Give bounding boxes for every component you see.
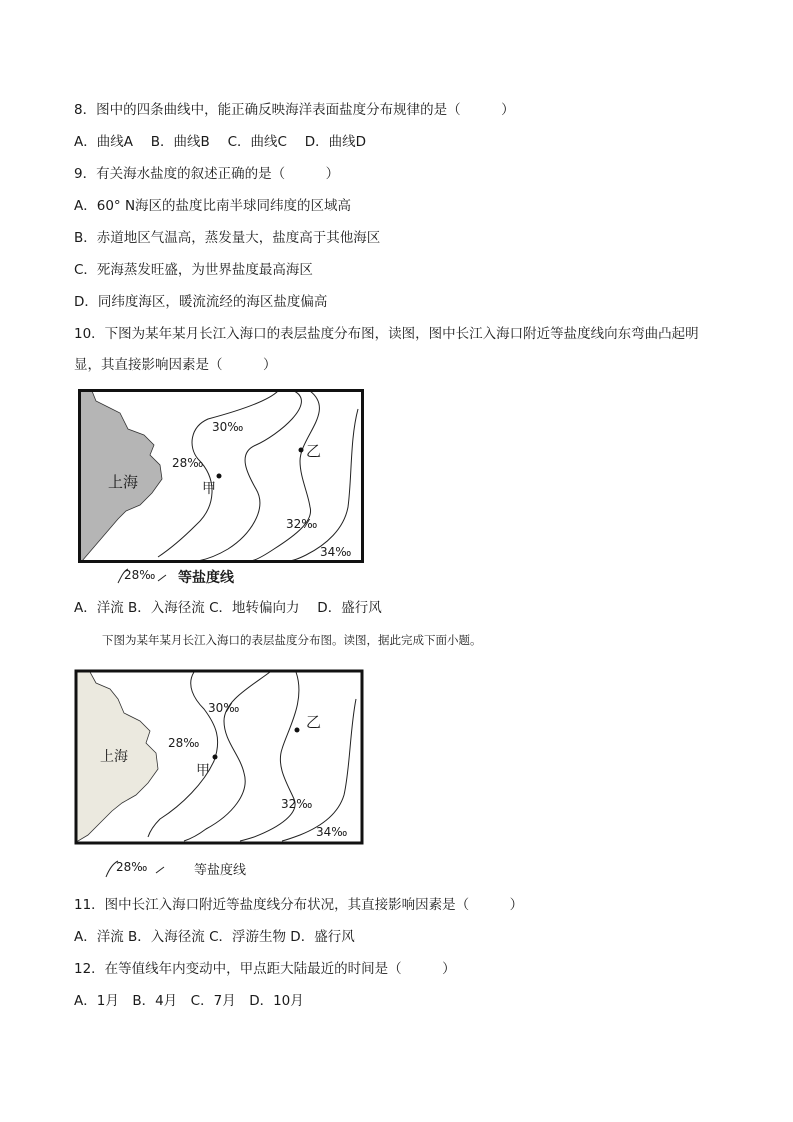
salinity-map-2	[74, 669, 366, 883]
q9-option-c: C．死海蒸发旺盛，为世界盐度最高海区	[74, 262, 313, 278]
salinity-map-1	[78, 389, 368, 585]
legend-label: 等盐度线	[194, 863, 247, 878]
legend-stroke	[158, 575, 166, 581]
isoline-32	[240, 672, 299, 841]
point-yi	[299, 448, 304, 453]
label-yi: 乙	[306, 713, 322, 731]
label-32: 32‰	[281, 797, 313, 811]
label-32: 32‰	[286, 517, 318, 531]
label-30: 30‰	[212, 420, 244, 434]
q8-stem: 8．图中的四条曲线中，能正确反映海洋表面盐度分布规律的是（ ）	[74, 102, 515, 118]
isoline-30	[184, 672, 270, 841]
label-28: 28‰	[172, 456, 204, 470]
label-jia: 甲	[202, 481, 216, 497]
q12-stem: 12．在等值线年内变动中，甲点距大陆最近的时间是（ ）	[74, 961, 456, 977]
q10-options: A．洋流 B．入海径流 C．地转偏向力 D．盛行风	[74, 600, 382, 616]
q9-option-d: D．同纬度海区，暖流流经的海区盐度偏高	[74, 294, 328, 310]
label-34: 34‰	[316, 825, 348, 839]
isoline-32	[250, 391, 322, 561]
label-34: 34‰	[320, 545, 352, 559]
q9-stem: 9．有关海水盐度的叙述正确的是（ ）	[74, 166, 340, 182]
q11-stem: 11．图中长江入海口附近等盐度线分布状况，其直接影响因素是（ ）	[74, 897, 524, 913]
isoline-28	[148, 672, 218, 837]
q9-option-a: A．60° N海区的盐度比南半球同纬度的区域高	[74, 198, 352, 214]
label-28: 28‰	[168, 736, 200, 750]
label-jia: 甲	[196, 763, 210, 779]
group-intro: 下图为某年某月长江入海口的表层盐度分布图。读图，据此完成下面小题。	[102, 633, 482, 647]
legend-stroke	[156, 867, 164, 873]
legend-label: 等盐度线	[178, 570, 234, 585]
label-30: 30‰	[208, 701, 240, 715]
q11-options: A．洋流 B．入海径流 C．浮游生物 D．盛行风	[74, 929, 355, 945]
legend-value: 28‰	[116, 860, 148, 874]
isoline-30	[198, 391, 301, 561]
q10-stem-line2: 显，其直接影响因素是（ ）	[74, 357, 277, 373]
q10-stem-line1: 10．下图为某年某月长江入海口的表层盐度分布图，读图，图中长江入海口附近等盐度线向东弯曲凸起明	[74, 326, 699, 342]
q9-option-b: B．赤道地区气温高，蒸发量大，盐度高于其他海区	[74, 230, 381, 246]
label-shanghai: 上海	[100, 749, 128, 765]
point-yi	[295, 728, 300, 733]
isoline-34	[288, 409, 358, 561]
point-jia	[213, 755, 218, 760]
label-shanghai: 上海	[108, 473, 139, 491]
q12-options: A．1月 B．4月 C．7月 D．10月	[74, 993, 304, 1009]
q8-options: A．曲线A B．曲线B C．曲线C D．曲线D	[74, 134, 367, 150]
legend-value: 28‰	[124, 568, 156, 582]
label-yi: 乙	[306, 442, 322, 460]
point-jia	[217, 474, 222, 479]
